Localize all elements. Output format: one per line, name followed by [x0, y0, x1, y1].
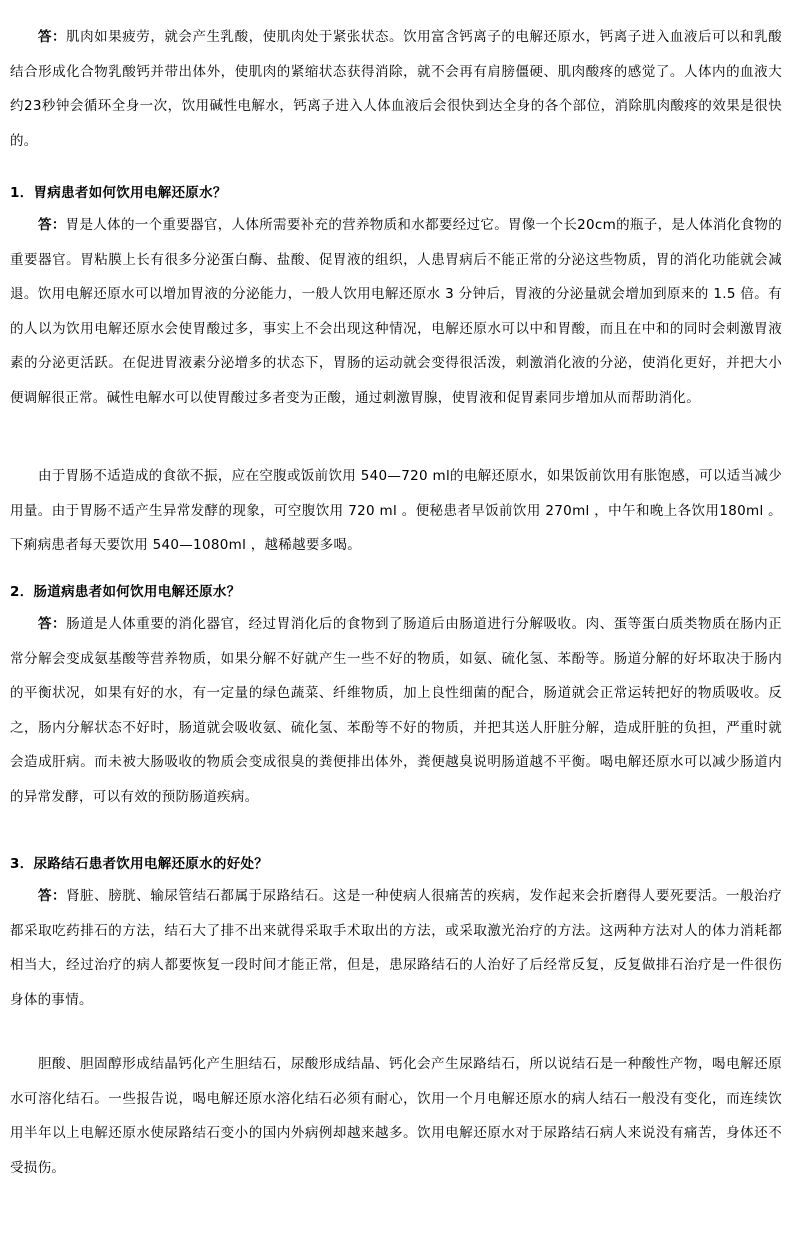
answer-paragraph	[10, 208, 782, 416]
answer-label: 答：	[38, 616, 67, 632]
answer-paragraph	[10, 879, 782, 1017]
answer-paragraph	[10, 607, 782, 815]
section-heading-2: 2．肠道病患者如何饮用电解还原水？	[10, 584, 241, 600]
answer-paragraph	[10, 20, 782, 158]
paragraph: 由于胃肠不适造成的食欲不振，应在空腹或饭前饮用 540—720 ml的电解还原水，如果饭前饮用有胀饱感，可以适当减少用量。由于胃肠不适产生异常发酵的现象，可空腹饮用 720 ml 。便秘患者早饭前饮用 270ml ，中午和晚上各饮用180ml 。下痢病患者每天要饮用 540—1080ml ，越稀越要多喝。	[10, 468, 782, 554]
paragraph-text: 肌肉如果疲劳，就会产生乳酸，使肌肉处于紧张状态。饮用富含钙离子的电解还原水，钙离子进入血液后可以和乳酸结合形成化合物乳酸钙并带出体外，使肌肉的紧缩状态获得消除，就不会再有肩膀僵硬、肌肉酸疼的感觉了。人体内的血液大约23秒钟会循环全身一次，饮用碱性电解水，钙离子进入人体血液后会很快到达全身的各个部位，消除肌肉酸疼的效果是很快的。	[10, 29, 782, 149]
paragraph-text: 肠道是人体重要的消化器官，经过胃消化后的食物到了肠道后由肠道进行分解吸收。肉、蛋等蛋白质类物质在肠内正常分解会变成氨基酸等营养物质，如果分解不好就产生一些不好的物质，如氨、硫化氢、苯酚等。肠道分解的好坏取决于肠内的平衡状况，如果有好的水，有一定量的绿色蔬菜、纤维物质，加上良性细菌的配合，肠道就会正常运转把好的物质吸收。反之，肠内分解状态不好时，肠道就会吸收氨、硫化氢、苯酚等不好的物质，并把其送人肝脏分解，造成肝脏的负担，严重时就会造成肝病。而未被大肠吸收的物质会变成很臭的粪便排出体外，粪便越臭说明肠道越不平衡。喝电解还原水可以减少肠道内的异常发酵，可以有效的预防肠道疾病。	[10, 616, 782, 805]
paragraph-text: 胃是人体的一个重要器官，人体所需要补充的营养物质和水都要经过它。胃像一个长20cm的瓶子，是人体消化食物的重要器官。胃粘膜上长有很多分泌蛋白酶、盐酸、促胃液的组织，人患胃病后不能正常的分泌这些物质，胃的消化功能就会减退。饮用电解还原水可以增加胃液的分泌能力，一般人饮用电解还原水 3 分钟后，胃液的分泌量就会增加到原来的 1.5 倍。有的人以为饮用电解还原水会使胃酸过多，事实上不会出现这种情况，电解还原水可以中和胃酸，而且在中和的同时会刺激胃液素的分泌更活跃。在促进胃液素分泌增多的状态下，胃肠的运动就会变得很活泼，刺激消化液的分泌，使消化更好，并把大小便调解很正常。碱性电解水可以使胃酸过多者变为正酸，通过刺激胃腺，使胃液和促胃素同步增加从而帮助消化。	[10, 217, 782, 406]
answer-label: 答：	[38, 29, 67, 45]
answer-label: 答：	[38, 217, 66, 233]
section-heading-1: 1．胃病患者如何饮用电解还原水？	[10, 185, 227, 201]
paragraph-text: 肾脏、膀胱、输尿管结石都属于尿路结石。这是一种使病人很痛苦的疾病，发作起来会折磨得人要死要活。一般治疗都采取吃药排石的方法，结石大了排不出来就得采取手术取出的方法，或采取激光治疗的方法。这两种方法对人的体力消耗都相当大，经过治疗的病人都要恢复一段时间才能正常，但是，患尿路结石的人治好了后经常反复，反复做排石治疗是一件很伤身体的事情。	[10, 888, 782, 1008]
section-heading-3: 3．尿路结石患者饮用电解还原水的好处？	[10, 856, 269, 872]
paragraph: 胆酸、胆固醇形成结晶钙化产生胆结石，尿酸形成结晶、钙化会产生尿路结石，所以说结石是一种酸性产物，喝电解还原水可溶化结石。一些报告说，喝电解还原水溶化结石必须有耐心，饮用一个月电解还原水的病人结石一般没有变化，而连续饮用半年以上电解还原水使尿路结石变小的国内外病例却越来越多。饮用电解还原水对于尿路结石病人来说没有痛苦，身体还不受损伤。	[10, 1056, 782, 1176]
answer-label: 答：	[38, 888, 67, 904]
